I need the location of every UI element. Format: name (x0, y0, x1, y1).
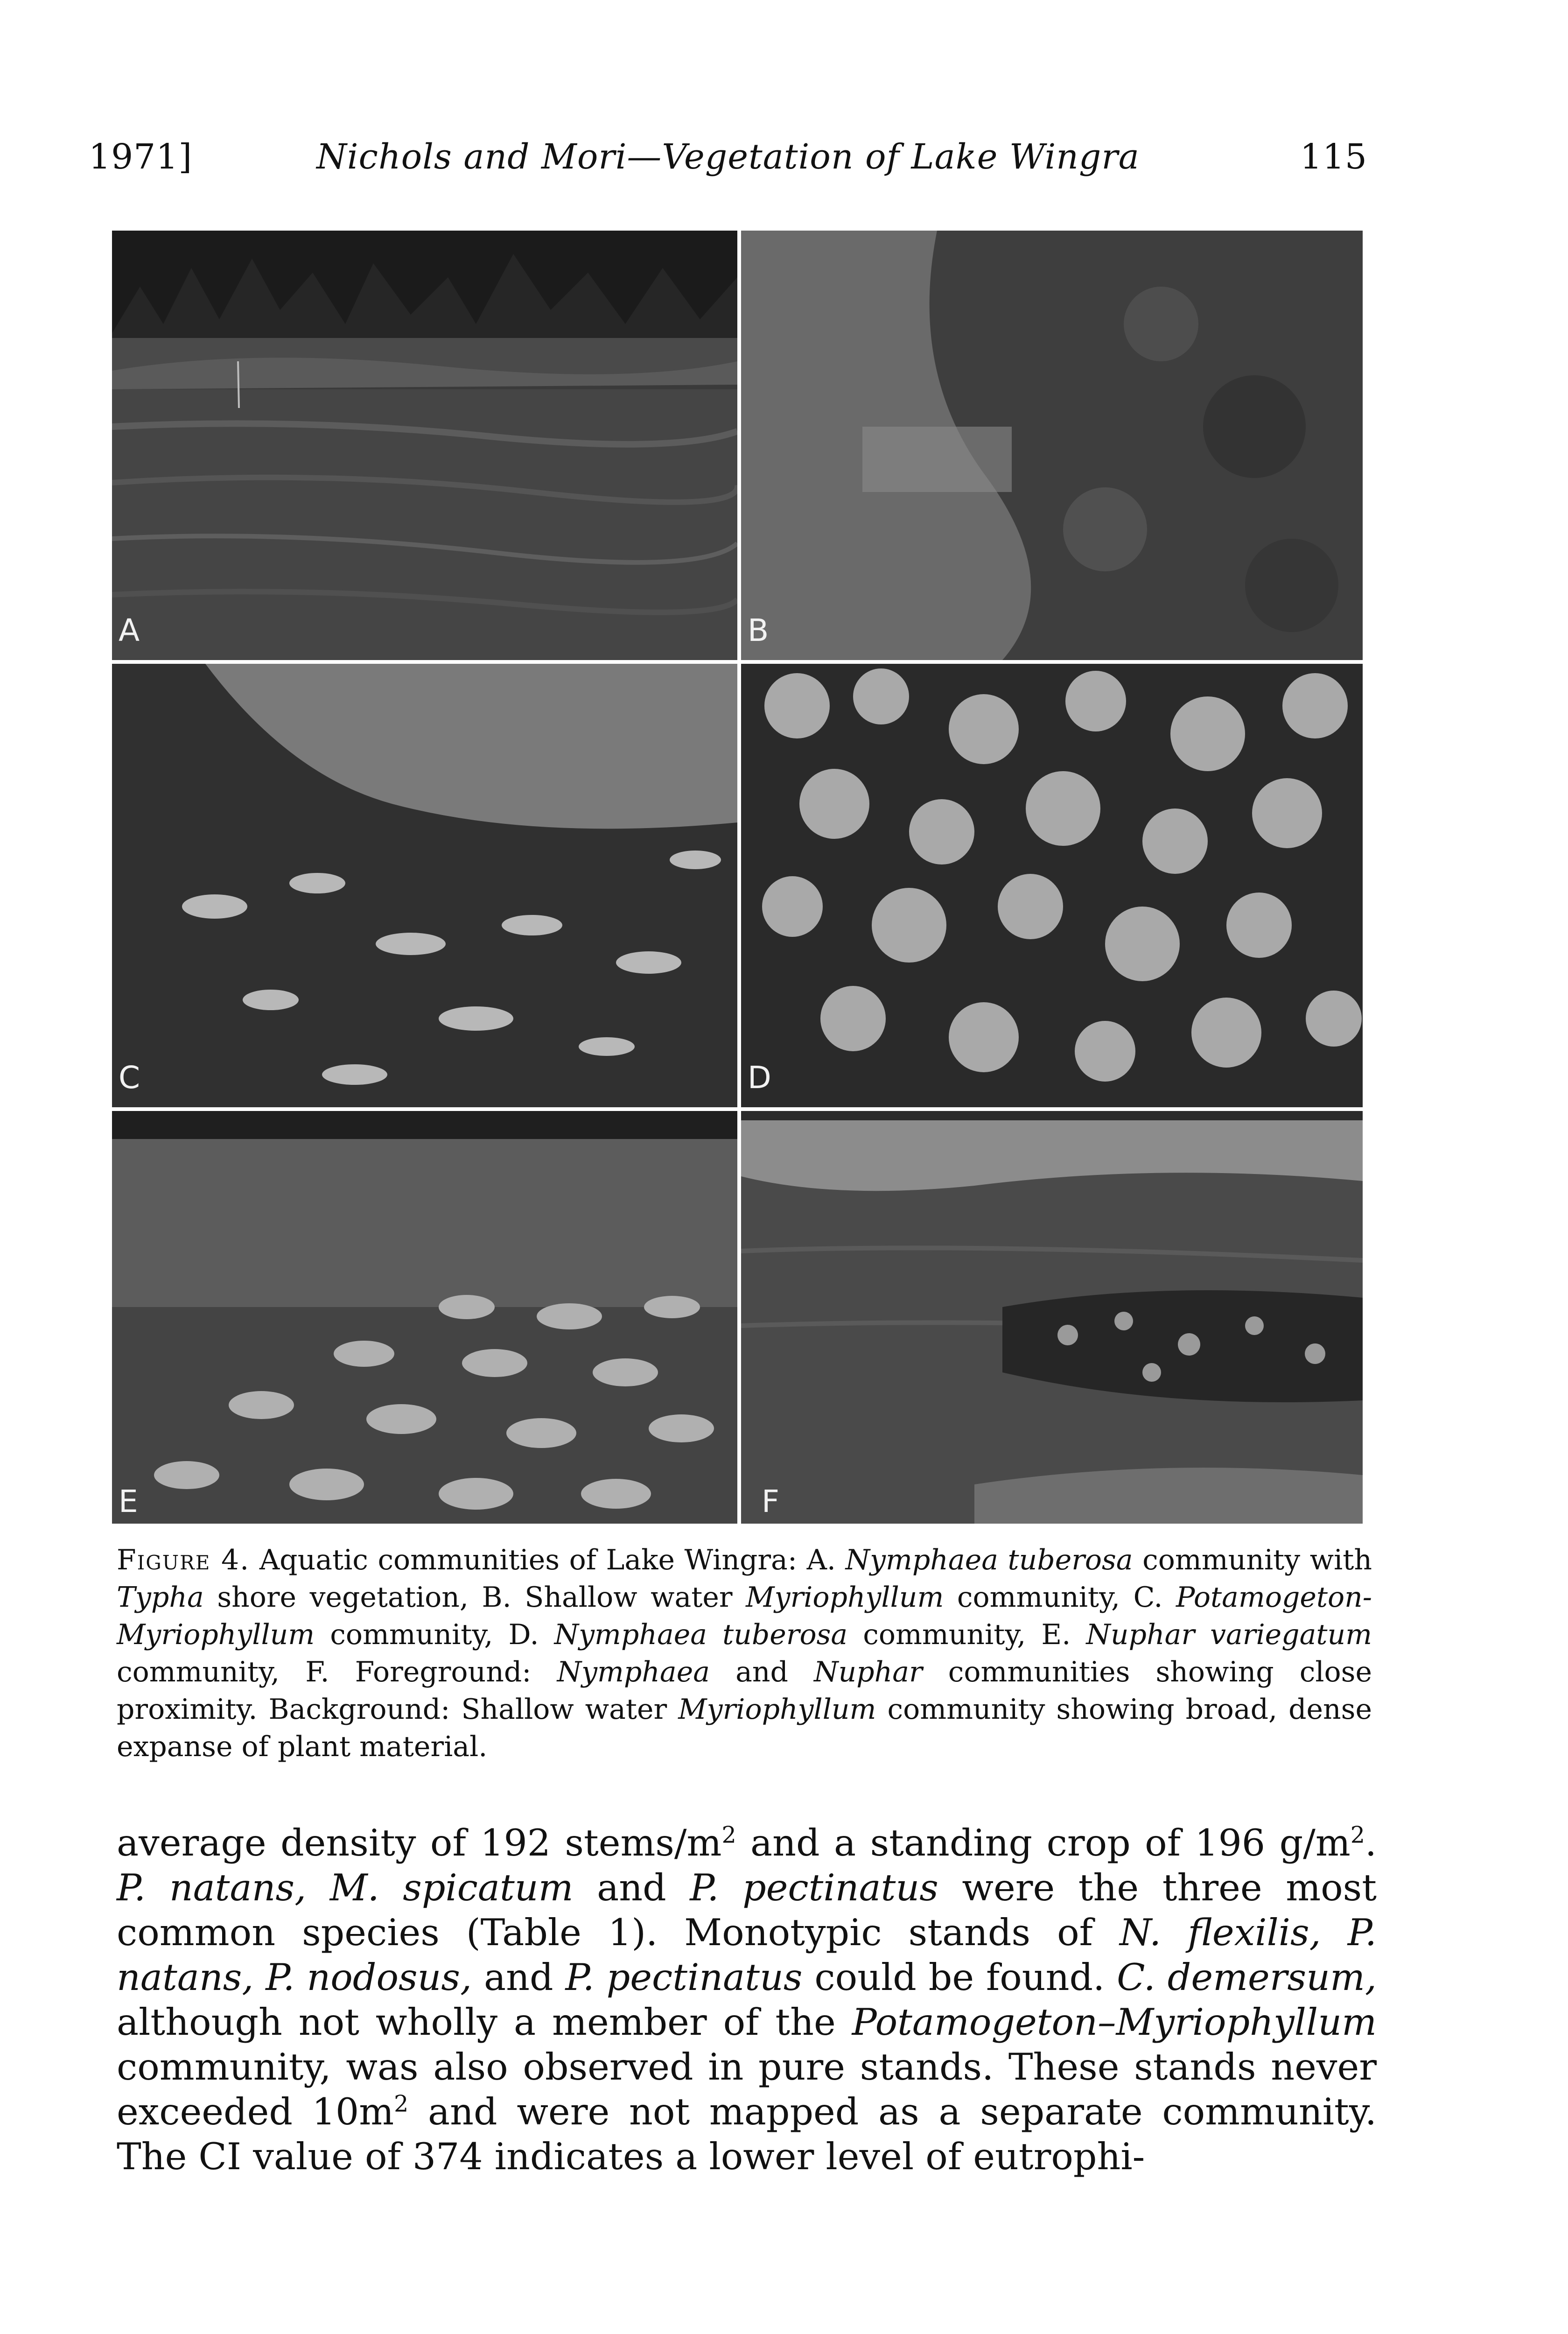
header-title: Nichols and Mori—Vegetation of Lake Wingra (316, 137, 1140, 177)
photo-e-image (112, 1111, 737, 1524)
caption-text: Aquatic communities of Lake Wingra: A. (259, 1544, 836, 1576)
caption-text: community, C. (957, 1581, 1163, 1614)
panel-label-b: B (748, 612, 769, 648)
photo-panel-a (112, 231, 737, 660)
caption-taxon: Potamogeton-Myriophyllum (117, 1581, 1372, 1651)
body-text: and a standing crop of 196 g/m (750, 1821, 1351, 1864)
body-paragraph (117, 1821, 1377, 2179)
superscript: 2 (394, 2090, 409, 2117)
body-taxon: N. flexilis, P. natans, P. nodosus, (117, 1911, 1377, 1999)
page-number: 115 (1300, 137, 1367, 177)
caption-text: community showing broad, dense expanse of plant material. (117, 1693, 1372, 1763)
body-taxon: P. pectinatus (565, 1956, 803, 1999)
panel-label-c: C (119, 1060, 140, 1096)
superscript: 2 (1350, 1821, 1365, 1849)
figure-caption (117, 1541, 1372, 1765)
caption-taxon: Myriophyllum (678, 1693, 876, 1726)
figure-label: Figure 4. (117, 1544, 250, 1576)
caption-taxon: Nuphar (814, 1656, 923, 1688)
photo-panel-d (741, 664, 1363, 1107)
photo-b-image (741, 231, 1363, 660)
caption-text: community, D. (330, 1618, 539, 1651)
caption-text: community, F. Foreground: (117, 1656, 532, 1688)
caption-text: shore vegetation, B. Shallow water (217, 1581, 733, 1614)
photo-d-image (741, 664, 1363, 1107)
caption-taxon: Nymphaea tuberosa (554, 1618, 848, 1651)
caption-taxon: Nuphar variegatum (1086, 1618, 1372, 1651)
body-taxon: Potamogeton–Myriophyllum (852, 2001, 1377, 2044)
body-text: community, was also observed in pure stands. These stands never exceeded 10m (117, 2046, 1377, 2133)
body-taxon: P. natans, M. spicatum (117, 1866, 574, 1909)
body-text: and were not mapped as a separate community. The CI value of 374 indicates a lower level of eutrophi- (117, 2090, 1377, 2178)
caption-taxon: Nymphaea tuberosa (845, 1544, 1133, 1576)
body-taxon: P. pectinatus (690, 1866, 938, 1909)
panel-label-a: A (119, 612, 140, 648)
caption-text: and (735, 1656, 788, 1688)
body-text: could be found. (814, 1956, 1105, 1999)
photo-panel-c (112, 664, 737, 1107)
caption-taxon: Nymphaea (557, 1656, 710, 1688)
superscript: 2 (721, 1821, 736, 1849)
photo-panel-b (741, 231, 1363, 660)
caption-text: community, E. (863, 1618, 1071, 1651)
caption-taxon: Typha (117, 1581, 204, 1614)
body-text: . (1365, 1821, 1377, 1864)
body-text: and (597, 1866, 666, 1909)
body-text: were the three most common species (Table 1). Monotypic stands of (117, 1866, 1377, 1954)
photo-a-image (112, 231, 737, 660)
panel-label-f: F (762, 1483, 779, 1519)
photo-panel-f (741, 1111, 1363, 1524)
body-text: although not wholly a member of the (117, 2001, 836, 2044)
figure-plate (112, 231, 1363, 1524)
photo-panel-e (112, 1111, 737, 1524)
photo-f-image (741, 1111, 1363, 1524)
running-header (89, 134, 1367, 185)
body-taxon: C. demersum, (1117, 1956, 1377, 1999)
header-year: 1971] (89, 137, 193, 177)
caption-text: communities showing close proximity. Background: Shallow water (117, 1656, 1372, 1726)
panel-label-e: E (119, 1483, 138, 1519)
body-text: average density of 192 stems/m (117, 1821, 722, 1864)
panel-label-d: D (748, 1060, 771, 1096)
photo-c-image (112, 664, 737, 1107)
caption-taxon: Myriophyllum (746, 1581, 944, 1614)
body-text: and (484, 1956, 553, 1999)
caption-text: community with (1142, 1544, 1372, 1576)
